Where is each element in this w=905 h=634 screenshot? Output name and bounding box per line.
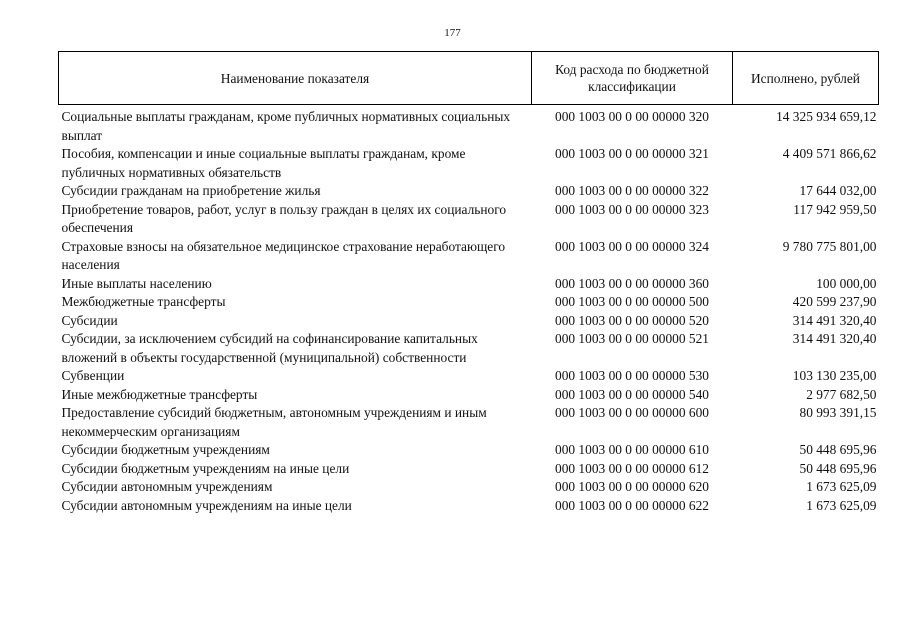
row-name: Пособия, компенсации и иные социальные выплаты гражданам, кроме публичных нормативных обязательств: [61, 146, 466, 180]
table-row: [59, 386, 879, 405]
row-code: 000 1003 00 0 00 00000 622: [555, 497, 709, 513]
header-amount: Исполнено, рублей: [733, 52, 879, 105]
header-name: Наименование показателя: [59, 52, 532, 105]
row-amount: 117 942 959,50: [793, 201, 877, 217]
row-name: Страховые взносы на обязательное медицинское страхование неработающего населения: [61, 238, 506, 272]
table-row: [59, 182, 879, 201]
row-amount: 420 599 237,90: [792, 294, 877, 309]
row-name: Субсидии: [61, 312, 118, 328]
row-name: Субсидии бюджетным учреждениям на иные цели: [61, 460, 350, 476]
row-code: 000 1003 00 0 00 00000 321: [555, 146, 709, 161]
table-row: [59, 105, 879, 146]
table-row: [59, 312, 879, 331]
table-row: [59, 441, 879, 460]
row-name: Предоставление субсидий бюджетным, автономным учреждениям и иным некоммерческим организациям: [61, 405, 487, 439]
row-amount: 14 325 934 659,12: [776, 109, 877, 124]
row-name: Субсидии гражданам на приобретение жилья: [61, 183, 321, 198]
row-code: 000 1003 00 0 00 00000 320: [555, 109, 709, 124]
table-row: [59, 330, 879, 367]
row-amount: 9 780 775 801,00: [782, 238, 877, 254]
row-name: Субсидии бюджетным учреждениям: [61, 442, 270, 457]
row-name: Иные выплаты населению: [61, 275, 212, 291]
row-amount: 103 130 235,00: [792, 368, 877, 383]
table-row: [59, 367, 879, 386]
row-code: 000 1003 00 0 00 00000 540: [555, 386, 709, 402]
row-code: 000 1003 00 0 00 00000 322: [555, 183, 709, 198]
row-name: Межбюджетные трансферты: [61, 294, 226, 309]
table-row: [59, 145, 879, 182]
table-row: [59, 460, 879, 479]
row-code: 000 1003 00 0 00 00000 600: [555, 405, 709, 420]
row-amount: 314 491 320,40: [792, 312, 877, 328]
page-number: 177: [444, 27, 461, 39]
row-code: 000 1003 00 0 00 00000 324: [555, 238, 709, 254]
row-code: 000 1003 00 0 00 00000 323: [555, 201, 709, 217]
row-code: 000 1003 00 0 00 00000 500: [555, 294, 709, 309]
row-amount: 314 491 320,40: [792, 331, 877, 346]
table-row: [59, 275, 879, 294]
row-name: Приобретение товаров, работ, услуг в пользу граждан в целях их социального обеспечения: [61, 201, 507, 235]
table-row: [59, 404, 879, 441]
header-code: Код расхода по бюджетной классификации: [532, 52, 733, 105]
row-code: 000 1003 00 0 00 00000 612: [555, 460, 709, 476]
row-amount: 4 409 571 866,62: [782, 146, 877, 161]
table-row: [59, 238, 879, 275]
row-amount: 50 448 695,96: [799, 442, 877, 457]
row-amount: 80 993 391,15: [799, 405, 877, 420]
table-header-row: [59, 52, 879, 105]
row-name: Субсидии автономным учреждениям: [61, 479, 273, 494]
row-code: 000 1003 00 0 00 00000 360: [555, 275, 709, 291]
row-code: 000 1003 00 0 00 00000 530: [555, 368, 709, 383]
table-row: [59, 293, 879, 312]
row-code: 000 1003 00 0 00 00000 610: [555, 442, 709, 457]
row-name: Субсидии, за исключением субсидий на софинансирование капитальных вложений в объекты государственной (муниципальной) собственности: [61, 331, 478, 365]
row-amount: 50 448 695,96: [799, 460, 877, 476]
row-name: Социальные выплаты гражданам, кроме публичных нормативных социальных выплат: [61, 109, 511, 143]
row-amount: 17 644 032,00: [799, 183, 877, 198]
row-name: Субвенции: [61, 368, 125, 383]
table-row: [59, 201, 879, 238]
budget-table: [58, 51, 879, 515]
row-amount: 1 673 625,09: [806, 497, 877, 513]
row-name: Субсидии автономным учреждениям на иные цели: [61, 497, 352, 513]
table-row: [59, 497, 879, 516]
row-amount: 1 673 625,09: [806, 479, 877, 494]
row-name: Иные межбюджетные трансферты: [61, 386, 258, 402]
row-amount: 2 977 682,50: [806, 386, 877, 402]
row-code: 000 1003 00 0 00 00000 521: [555, 331, 709, 346]
table-row: [59, 478, 879, 497]
row-code: 000 1003 00 0 00 00000 620: [555, 479, 709, 494]
row-amount: 100 000,00: [816, 275, 877, 291]
row-code: 000 1003 00 0 00 00000 520: [555, 312, 709, 328]
table-body: [59, 105, 879, 516]
